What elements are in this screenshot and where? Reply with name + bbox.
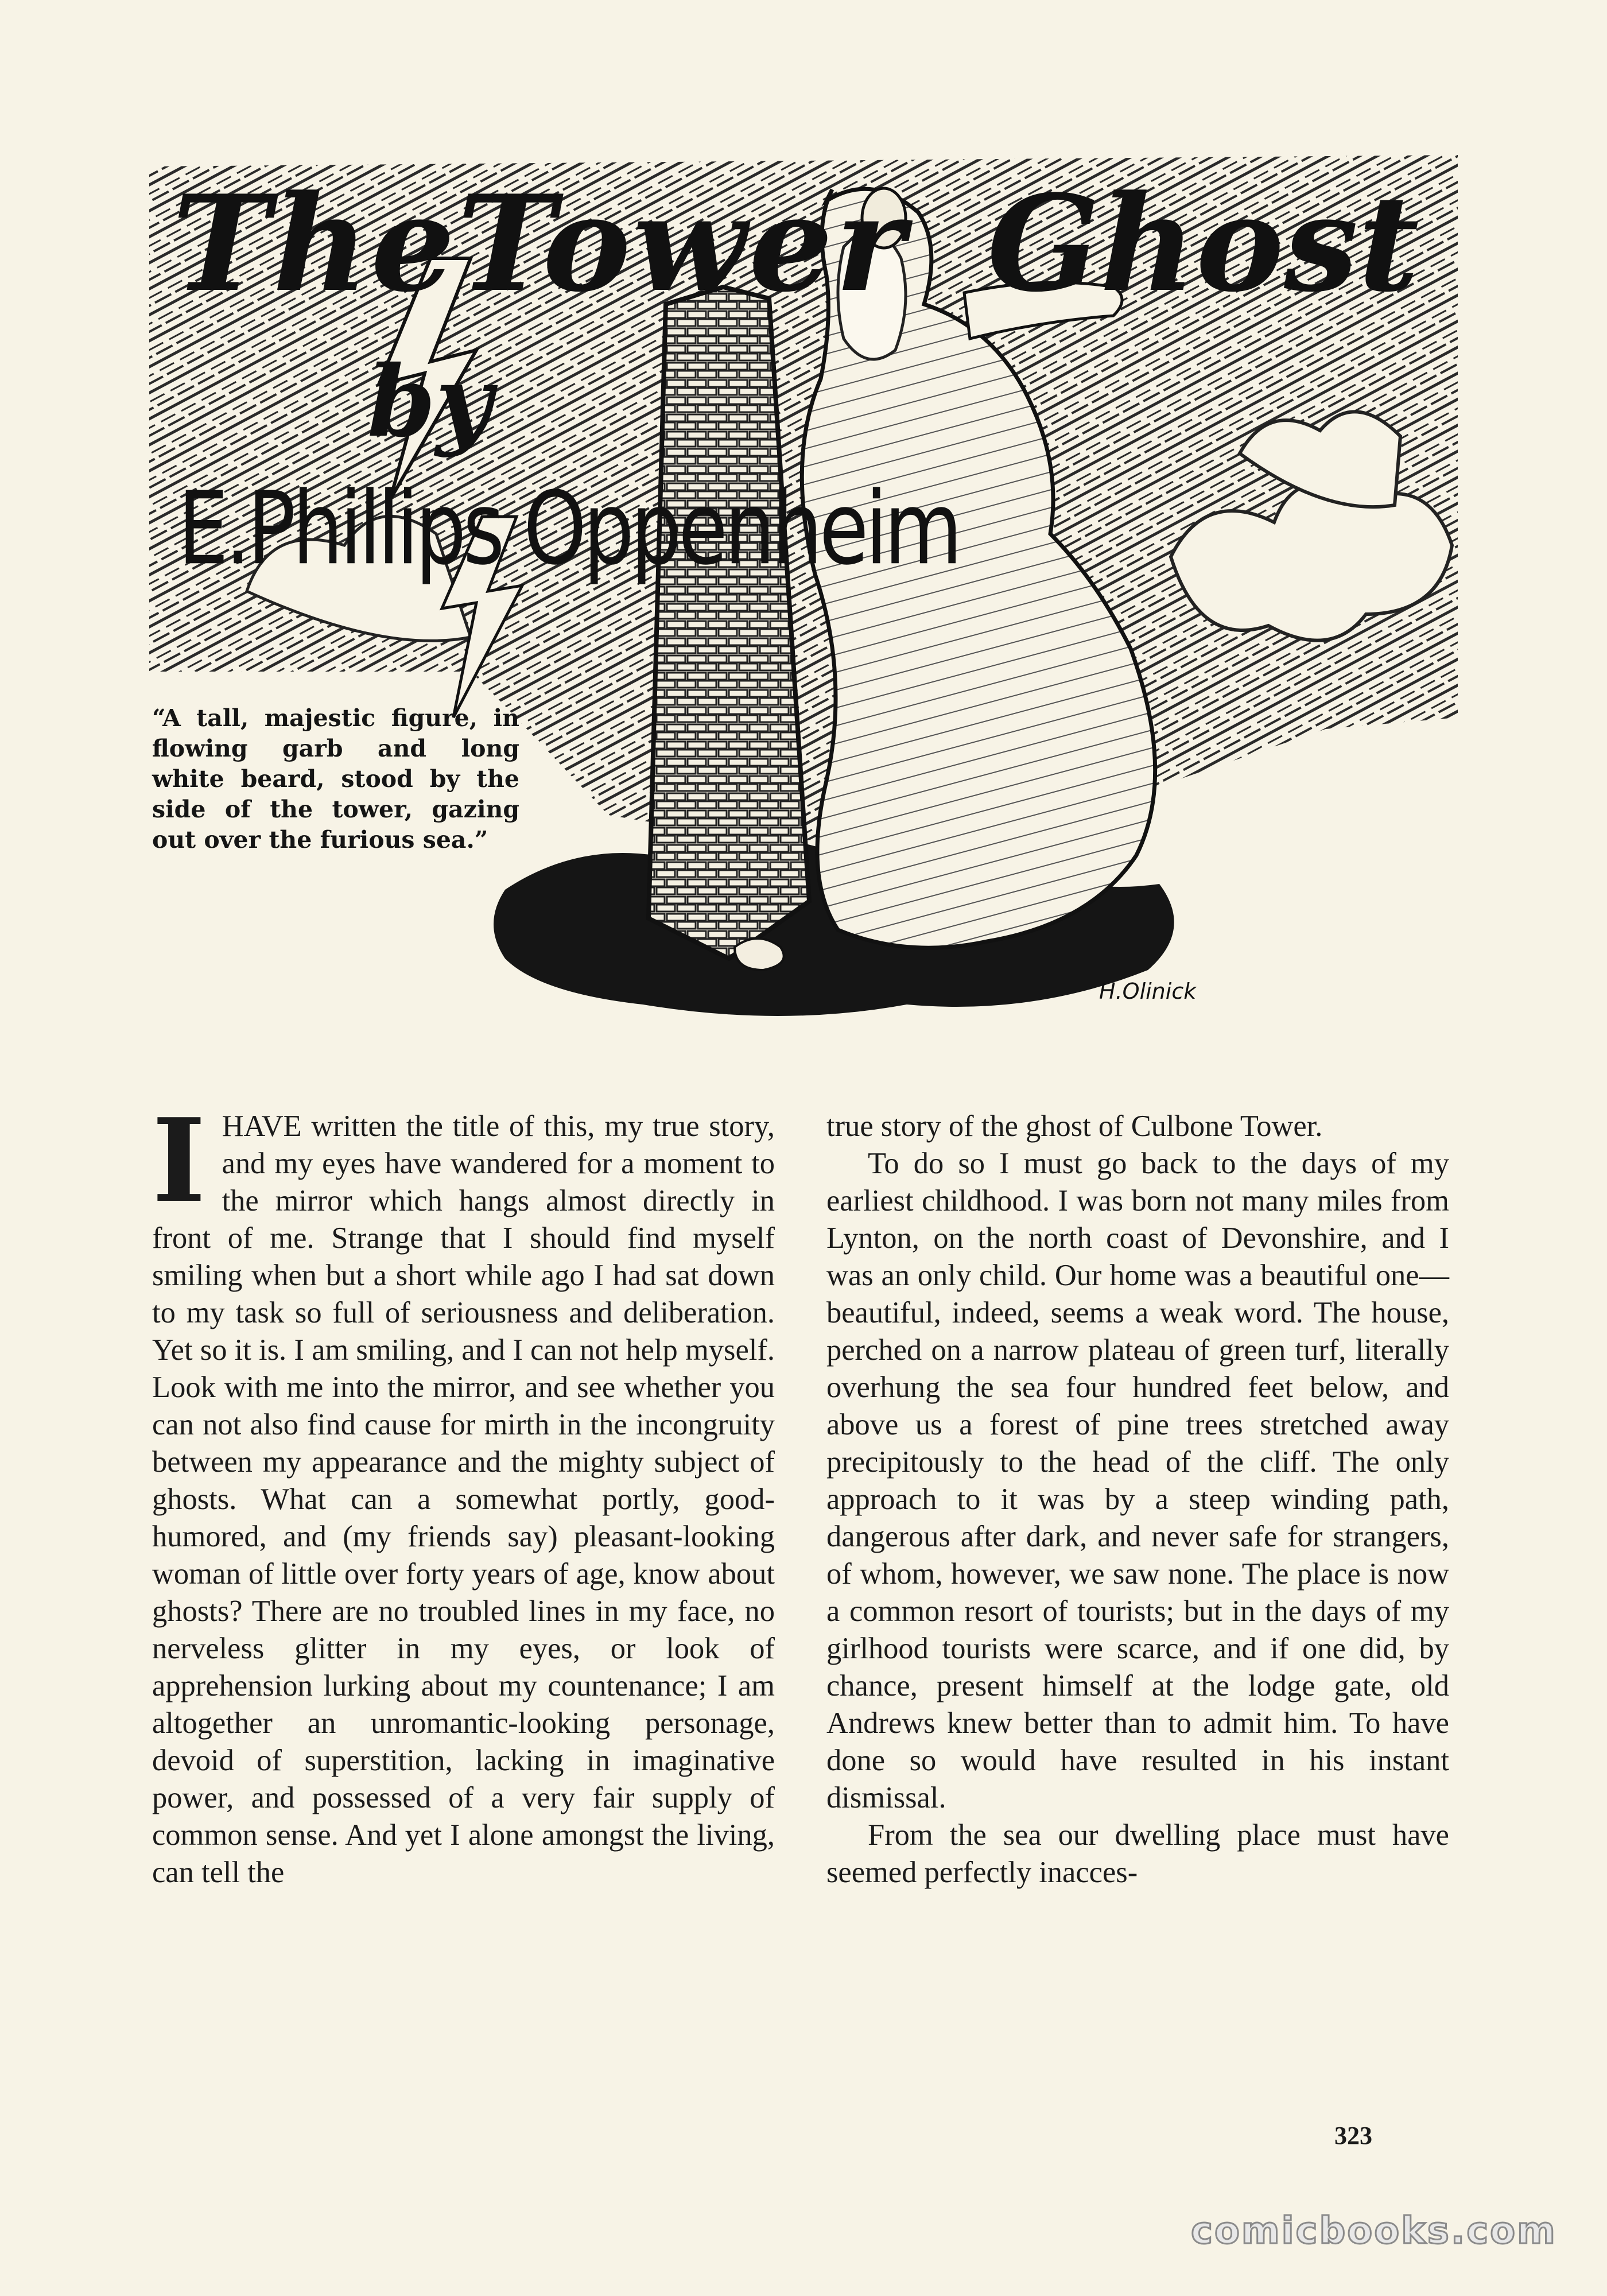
site-watermark: comicbooks.com (1191, 2210, 1557, 2252)
article-paragraph-continued: true story of the ghost of Culbone Tower. (826, 1110, 1323, 1143)
article-column-right (826, 1108, 1449, 1891)
article-column-left (152, 1093, 775, 1891)
artist-signature: H.Olinick (1099, 979, 1197, 1004)
article-paragraph (152, 1093, 775, 1891)
paragraph-text: HAVE written the title of this, my true story, and my eyes have wandered for a moment to the mirror which hangs almost directly in front of me. Strange that I should find myself smiling when but a short while ago I had sat down to my task so full of seriousness and deliberation. Yet so it is. I am smiling, and I can not help myself. Look with me into the mirror, and see whether you can not also find cause for mirth in the incongruity between my appearance and the mighty subject of ghosts. What can a somewhat portly, good-humored, and (my friends say) pleasant-looking woman of little over forty years of age, know about ghosts? There are no troubled lines in my face, no nerveless glitter in my eyes, or look of apprehension lurking about my countenance; I am altogether an unromantic-looking personage, devoid of superstition, lacking in imaginative power, and possessed of a very fair supply of common sense. And yet I alone amongst the living, can tell the (152, 1110, 775, 1889)
article-paragraph: To do so I must go back to the days of my earliest childhood. I was born not many miles from Lynton, on the north coast of Devonshire, and I was an only child. Our home was a beautiful one—beautiful, indeed, seems a weak word. The house, perched on a narrow plateau of green turf, literally overhung the sea four hundred feet below, and above us a forest of pine trees stretched away precipitously to the head of the cliff. The only approach to it was by a steep winding path, dangerous after dark, and never safe for strangers, of whom, however, we saw none. The place is now a common resort of tourists; but in the days of my girlhood tourists were scarce, and if one did, by chance, present himself at the lodge gate, old Andrews knew better than to admit him. To have done so would have resulted in his instant dismissal. (826, 1147, 1449, 1814)
story-title-part1: TheTower (172, 166, 907, 321)
story-title-part2: Ghost (987, 166, 1419, 321)
author-name: E.Phillips Oppenheim (178, 471, 959, 588)
byline-by: by (367, 344, 492, 459)
illustration-caption: “A tall, majestic figure, in flowing garb and long white beard, stood by the side of the tower, gazing out over the furious sea.” (152, 704, 519, 854)
page-number: 323 (1334, 2122, 1372, 2150)
article-paragraph: From the sea our dwelling place must have seemed perfectly inacces- (826, 1818, 1449, 1889)
drop-cap: I (152, 1093, 206, 1228)
